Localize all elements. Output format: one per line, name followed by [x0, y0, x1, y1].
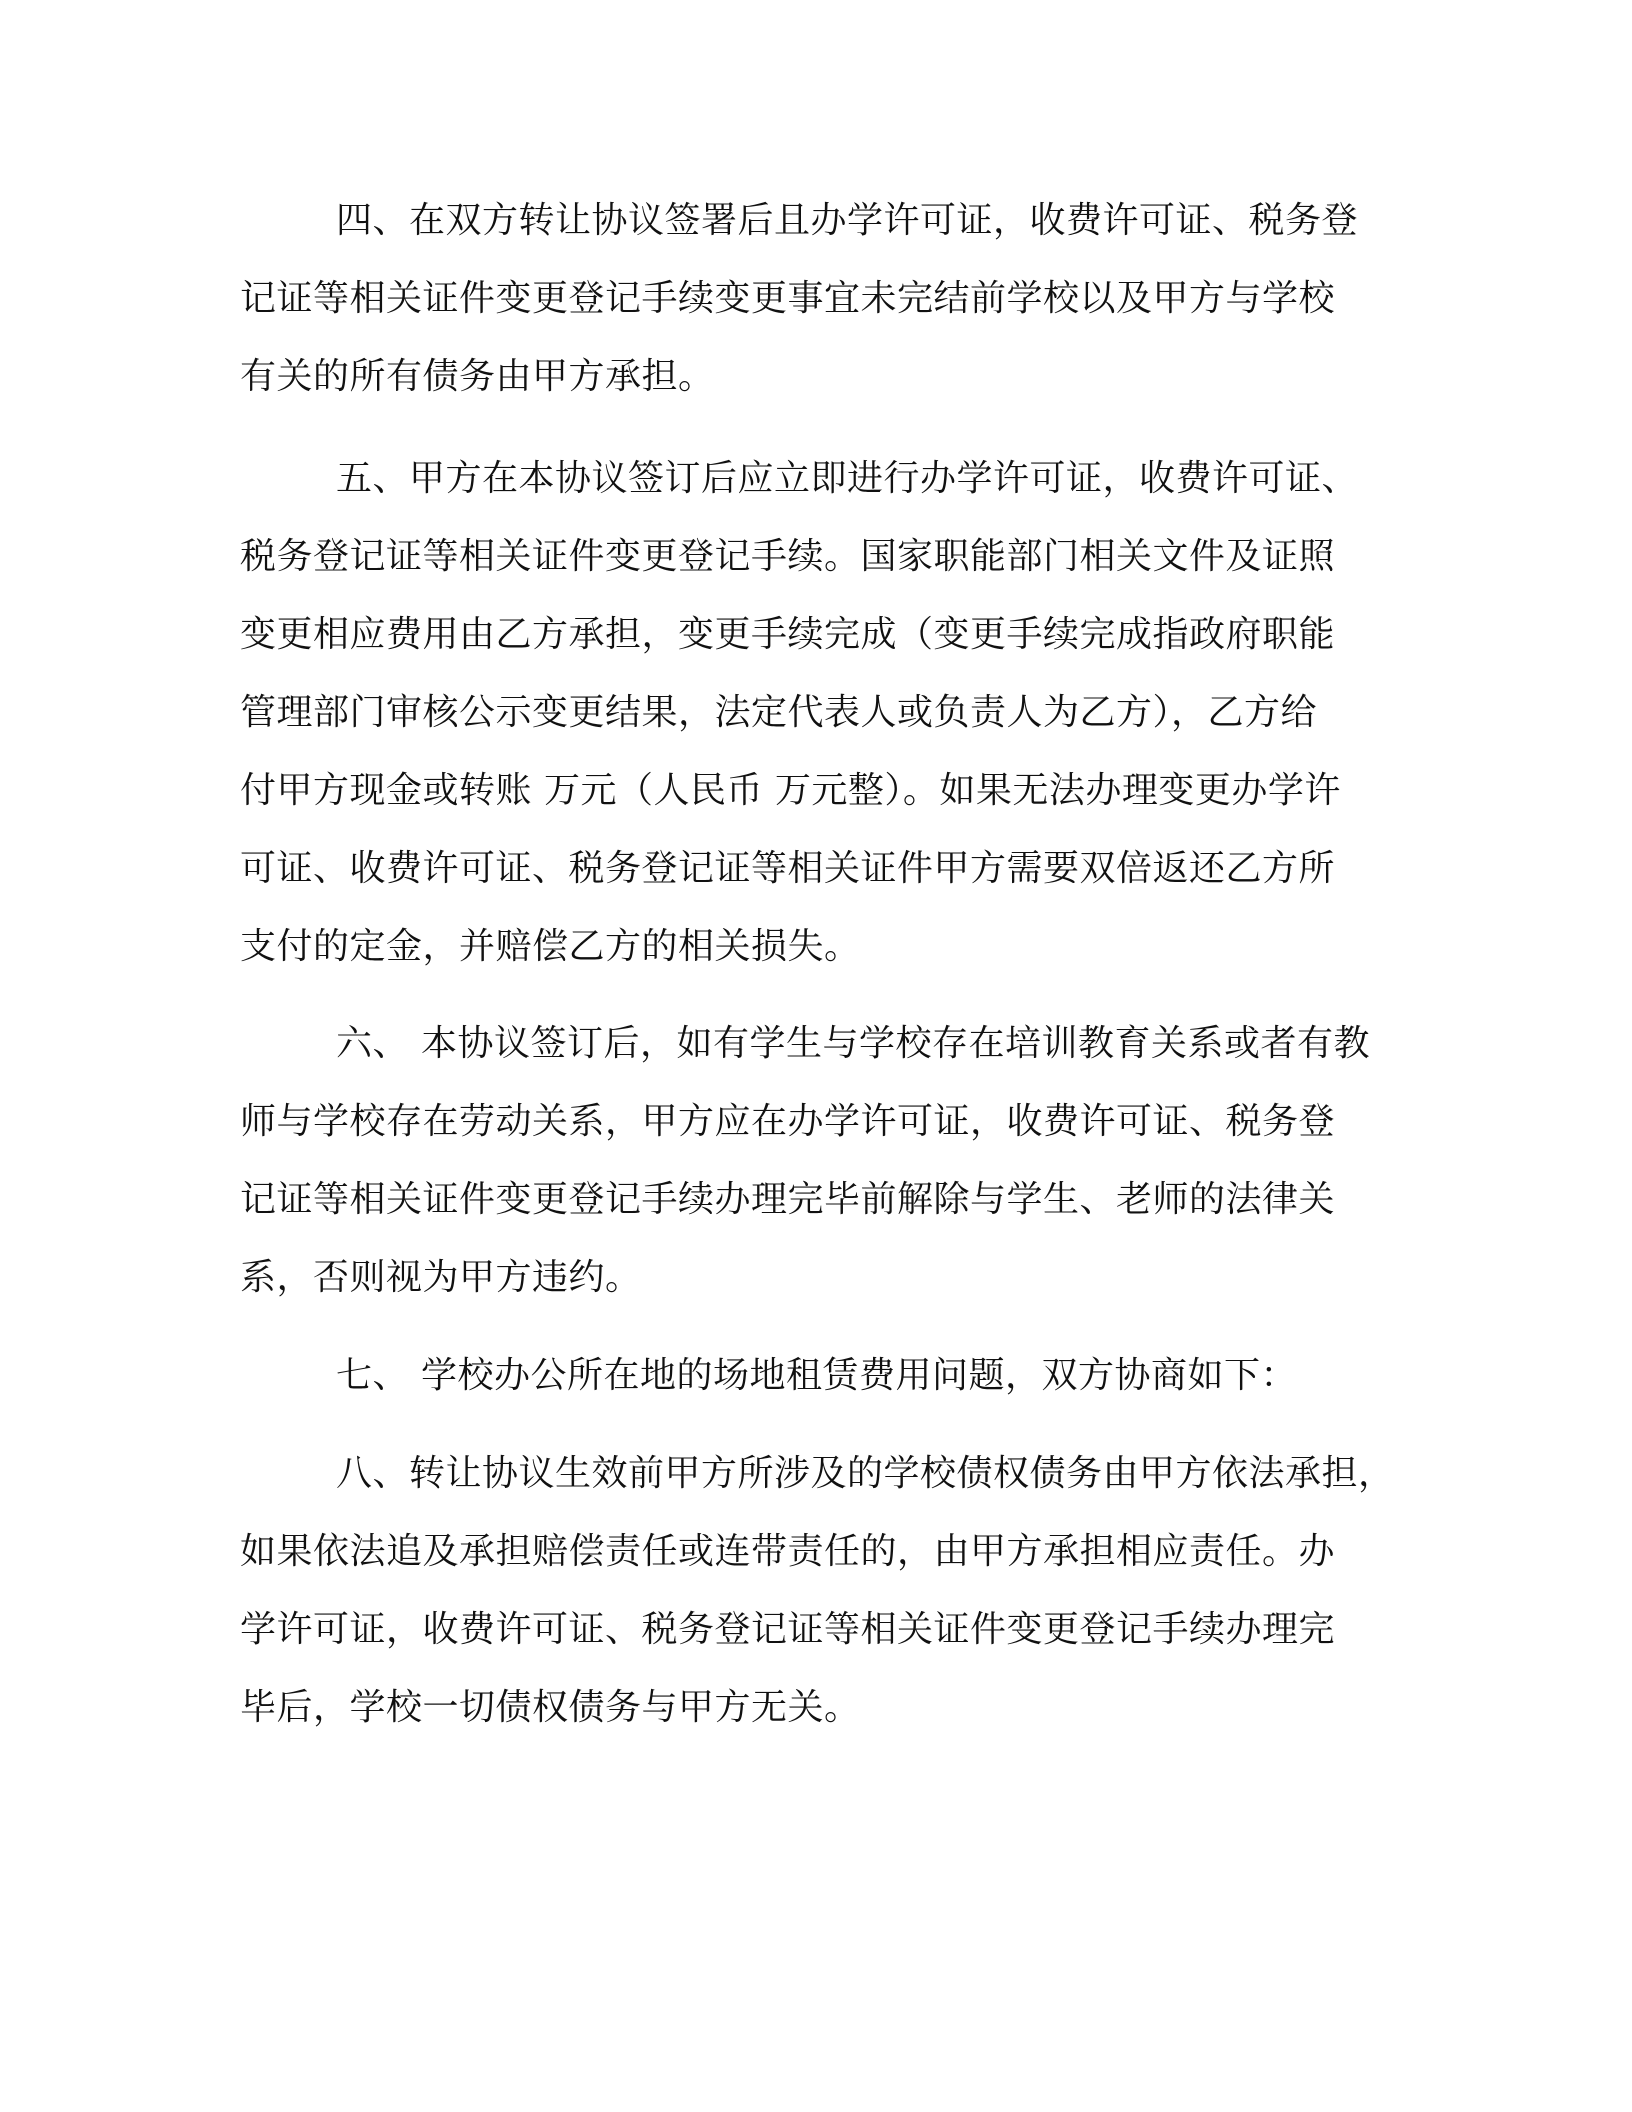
paragraph-line: 四、在双方转让协议签署后且办学许可证，收费许可证、税务登: [336, 200, 1359, 241]
paragraph-line: 毕后，学校一切债权债务与甲方无关。: [240, 1687, 861, 1728]
paragraph-line: 记证等相关证件变更登记手续办理完毕前解除与学生、老师的法律关: [240, 1179, 1336, 1220]
paragraph-line: 师与学校存在劳动关系，甲方应在办学许可证，收费许可证、税务登: [240, 1101, 1336, 1142]
paragraph-line: 变更相应费用由乙方承担，变更手续完成（变更手续完成指政府职能: [240, 614, 1336, 655]
clause-8-paragraph: [240, 1435, 1400, 1747]
paragraph-line: 五、甲方在本协议签订后应立即进行办学许可证，收费许可证、: [336, 458, 1359, 499]
paragraph-line: 支付的定金，并赔偿乙方的相关损失。: [240, 926, 861, 967]
paragraph-line: 七、 学校办公所在地的场地租赁费用问题，双方协商如下：: [336, 1355, 1297, 1396]
paragraph-line: 六、 本协议签订后，如有学生与学校存在培训教育关系或者有教: [336, 1023, 1370, 1064]
clause-6-paragraph: [240, 1005, 1400, 1317]
paragraph-line: 如果依法追及承担赔偿责任或连带责任的，由甲方承担相应责任。办: [240, 1531, 1336, 1572]
paragraph-line: 八、转让协议生效前甲方所涉及的学校债权债务由甲方依法承担，: [336, 1453, 1395, 1494]
paragraph-line: 管理部门审核公示变更结果，法定代表人或负责人为乙方），乙方给: [240, 692, 1318, 733]
paragraph-line: 记证等相关证件变更登记手续变更事宜未完结前学校以及甲方与学校: [240, 278, 1336, 319]
paragraph-line: 系，否则视为甲方违约。: [240, 1257, 642, 1298]
paragraph-line: 付甲方现金或转账 万元（人民币 万元整）。如果无法办理变更办学许: [240, 770, 1341, 811]
paragraph-line: 税务登记证等相关证件变更登记手续。国家职能部门相关文件及证照: [240, 536, 1336, 577]
clause-4-paragraph: [240, 182, 1400, 416]
paragraph-line: 可证、收费许可证、税务登记证等相关证件甲方需要双倍返还乙方所: [240, 848, 1336, 889]
clause-5-paragraph: [240, 440, 1400, 986]
paragraph-line: 有关的所有债务由甲方承担。: [240, 356, 715, 397]
paragraph-line: 学许可证，收费许可证、税务登记证等相关证件变更登记手续办理完: [240, 1609, 1336, 1650]
clause-7-paragraph: [240, 1337, 1400, 1415]
